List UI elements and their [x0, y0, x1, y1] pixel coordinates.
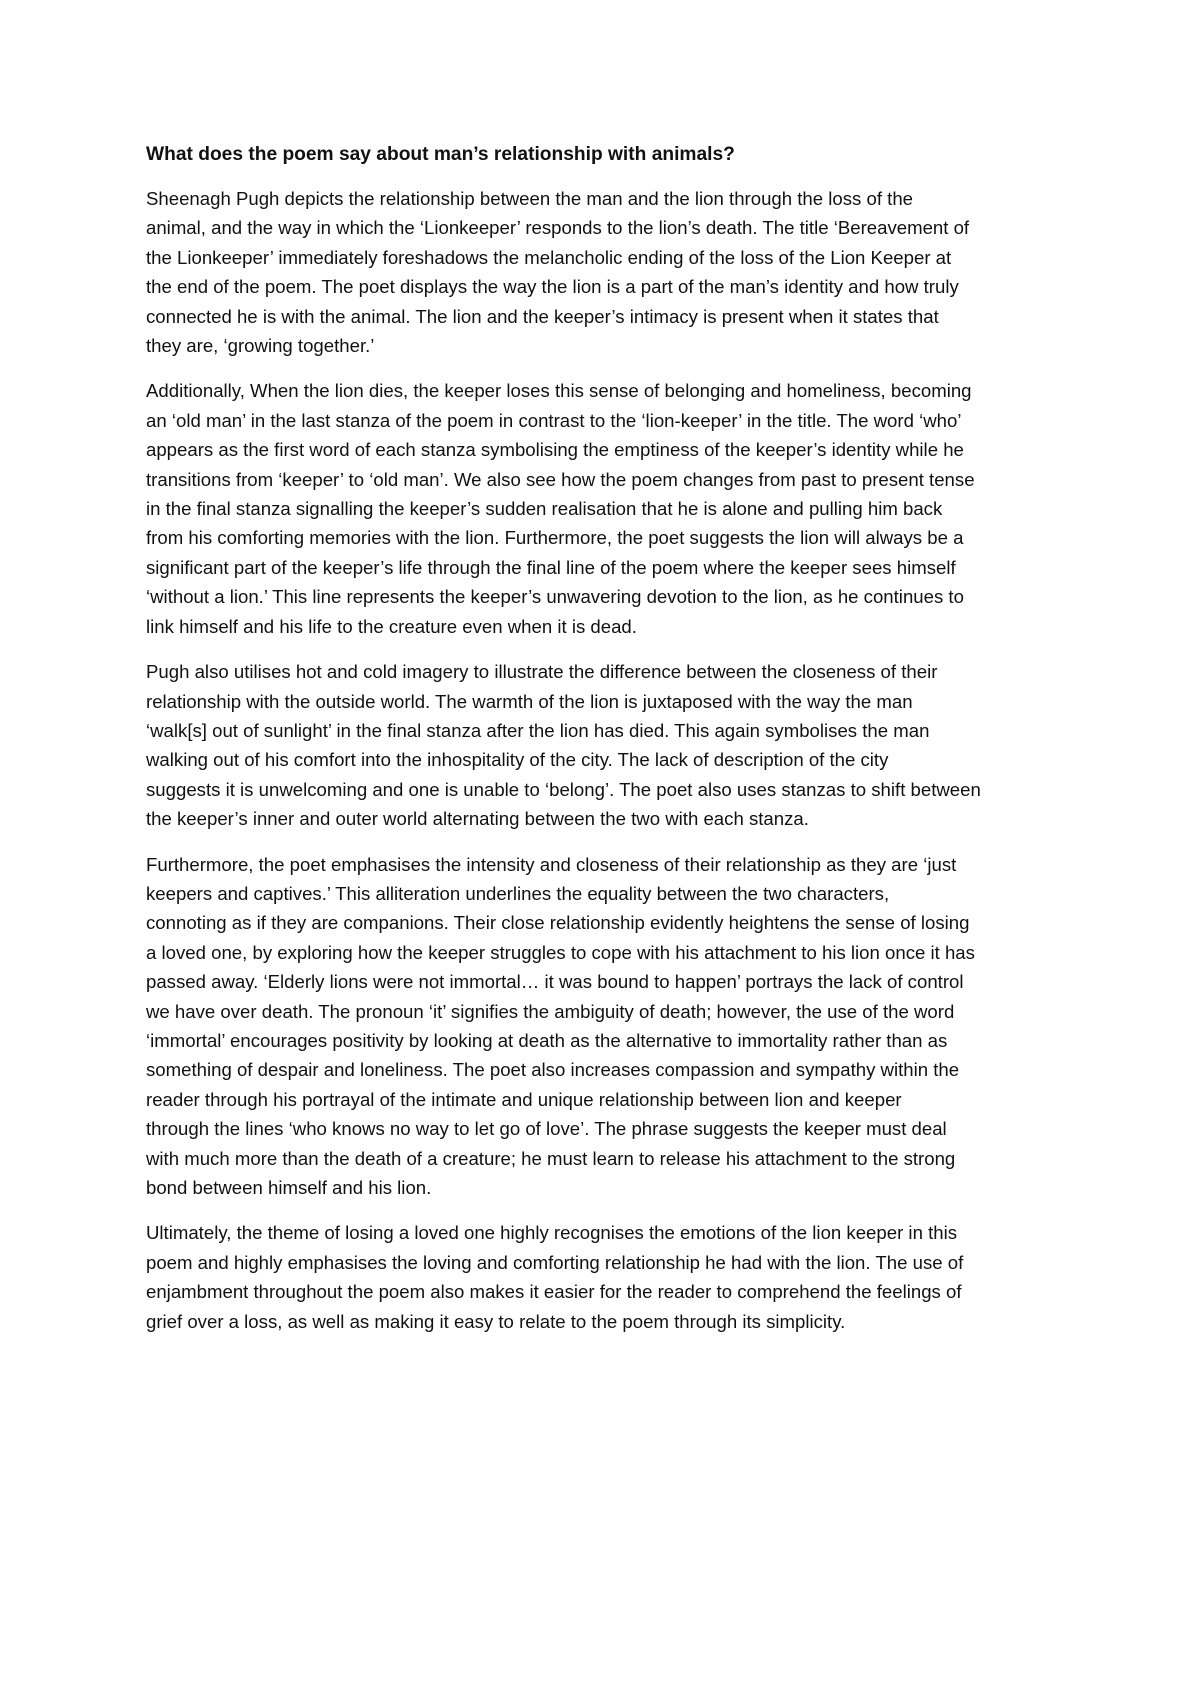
paragraph-line: connoting as if they are companions. Their close relationship evidently heightens the sense of losing — [146, 912, 970, 934]
paragraph-line: Furthermore, the poet emphasises the intensity and closeness of their relationship as they are ‘just — [146, 853, 957, 875]
paragraph-line: bond between himself and his lion. — [146, 1177, 432, 1198]
paragraph-line: ‘immortal’ encourages positivity by looking at death as the alternative to immortality rather than as — [146, 1029, 948, 1051]
paragraph-line: the keeper’s inner and outer world alternating between the two with each stanza. — [146, 808, 809, 830]
paragraph-line: Pugh also utilises hot and cold imagery to illustrate the difference between the closeness of their — [146, 661, 938, 683]
paragraph-line: with much more than the death of a creature; he must learn to release his attachment to the strong — [146, 1147, 956, 1169]
paragraph-line: relationship with the outside world. The warmth of the lion is juxtaposed with the way the man — [146, 690, 913, 712]
paragraph-line: connected he is with the animal. The lion and the keeper’s intimacy is present when it states that — [146, 305, 939, 327]
paragraph-line: from his comforting memories with the lion. Furthermore, the poet suggests the lion will always be a — [146, 527, 964, 549]
paragraph-line: ‘without a lion.’ This line represents the keeper’s unwavering devotion to the lion, as he continues to — [146, 586, 964, 608]
paragraph-line: poem and highly emphasises the loving and comforting relationship he had with the lion. The use of — [146, 1251, 964, 1273]
paragraph-line: they are, ‘growing together.’ — [146, 335, 375, 357]
paragraph — [146, 850, 1071, 1203]
paragraph-line: Ultimately, the theme of losing a loved one highly recognises the emotions of the lion keeper in this — [146, 1222, 958, 1244]
paragraph-line: Sheenagh Pugh depicts the relationship between the man and the lion through the loss of the — [146, 188, 914, 209]
paragraph-line: through the lines ‘who knows no way to let go of love’. The phrase suggests the keeper must deal — [146, 1118, 947, 1140]
paragraph-line: ‘walk[s] out of sunlight’ in the final stanza after the lion has died. This again symbolises the man — [146, 719, 930, 741]
paragraph-line: link himself and his life to the creature even when it is dead. — [146, 615, 637, 637]
paragraph — [146, 1218, 1071, 1336]
paragraph-line: reader through his portrayal of the intimate and unique relationship between lion and keeper — [146, 1088, 902, 1110]
paragraph — [146, 184, 1071, 360]
paragraph — [146, 376, 1071, 641]
paragraph-line: Additionally, When the lion dies, the keeper loses this sense of belonging and homeliness, becoming — [146, 380, 972, 402]
paragraph-line: keepers and captives.’ This alliteration underlines the equality between the two characters, — [146, 882, 890, 904]
paragraph-list — [146, 184, 1071, 1336]
paragraph-line: transitions from ‘keeper’ to ‘old man’. We also see how the poem changes from past to present tense — [146, 468, 975, 490]
paragraph-line: the Lionkeeper’ immediately foreshadows the melancholic ending of the loss of the Lion Keeper at — [146, 246, 952, 268]
paragraph-line: we have over death. The pronoun ‘it’ signifies the ambiguity of death; however, the use of the word — [146, 1000, 955, 1022]
paragraph-line: appears as the first word of each stanza symbolising the emptiness of the keeper’s identity while he — [146, 439, 964, 461]
document-body — [146, 140, 1071, 1352]
paragraph-line: an ‘old man’ in the last stanza of the poem in contrast to the ‘lion-keeper’ in the title. The word ‘who’ — [146, 409, 962, 431]
paragraph-line: grief over a loss, as well as making it easy to relate to the poem through its simplicity. — [146, 1310, 846, 1332]
paragraph-line: a loved one, by exploring how the keeper struggles to cope with his attachment to his lion once it has — [146, 941, 975, 963]
paragraph-line: walking out of his comfort into the inhospitality of the city. The lack of description of the city — [146, 749, 889, 771]
document-title: What does the poem say about man’s relationship with animals? — [146, 144, 735, 165]
paragraph-line: suggests it is unwelcoming and one is unable to ‘belong’. The poet also uses stanzas to shift between — [146, 778, 981, 800]
paragraph-line: something of despair and loneliness. The poet also increases compassion and sympathy within the — [146, 1059, 960, 1081]
paragraph-line: significant part of the keeper’s life through the final line of the poem where the keeper sees himself — [146, 556, 956, 578]
paragraph-line: the end of the poem. The poet displays the way the lion is a part of the man’s identity and how truly — [146, 276, 959, 298]
paragraph-line: enjambment throughout the poem also makes it easier for the reader to comprehend the feelings of — [146, 1281, 962, 1303]
paragraph-line: passed away. ‘Elderly lions were not immortal… it was bound to happen’ portrays the lack of control — [146, 971, 964, 993]
paragraph-line: in the final stanza signalling the keeper’s sudden realisation that he is alone and pulling him back — [146, 498, 943, 520]
paragraph — [146, 657, 1071, 833]
paragraph-line: animal, and the way in which the ‘Lionkeeper’ responds to the lion’s death. The title ‘Bereavement of — [146, 217, 970, 239]
